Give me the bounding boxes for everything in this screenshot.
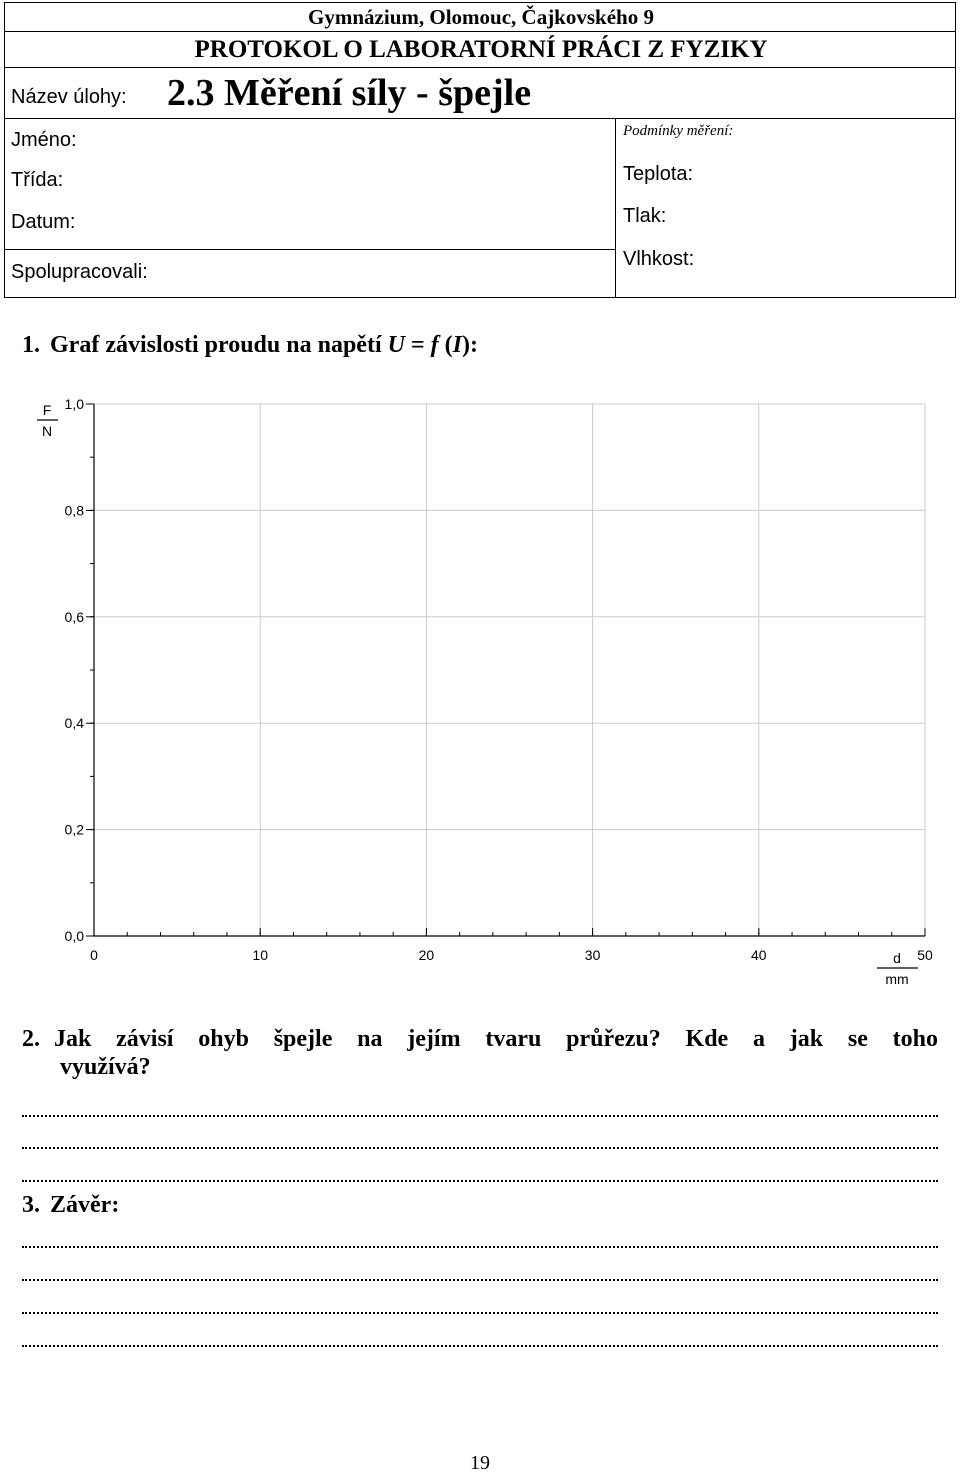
x-axis-label-bottom: mm bbox=[885, 971, 909, 987]
x-tick-label: 10 bbox=[252, 947, 268, 963]
y-tick-label: 0,8 bbox=[64, 502, 84, 519]
y-axis-label-bottom: N bbox=[41, 423, 53, 439]
question-1 bbox=[22, 332, 478, 359]
divider bbox=[5, 31, 955, 32]
y-tick-label: 0,4 bbox=[64, 715, 84, 732]
task-label: Název úlohy: bbox=[11, 86, 127, 108]
formula-open: ( bbox=[438, 332, 453, 358]
y-tick-label: 0,0 bbox=[64, 928, 84, 944]
collaborators-field-label: Spolupracovali: bbox=[11, 261, 148, 283]
x-tick-label: 20 bbox=[418, 947, 435, 963]
formula-u: U bbox=[387, 332, 405, 358]
formula-close: ): bbox=[461, 332, 478, 358]
divider bbox=[5, 249, 615, 250]
question-2 bbox=[22, 1025, 944, 1081]
formula-eq: = bbox=[404, 332, 431, 358]
protocol-title: PROTOKOL O LABORATORNÍ PRÁCI Z FYZIKY bbox=[194, 36, 768, 63]
question-2-number: 2. bbox=[22, 1026, 40, 1052]
x-tick-label: 50 bbox=[917, 947, 933, 963]
question-1-number: 1. bbox=[22, 332, 40, 358]
conclusion-line[interactable] bbox=[22, 1312, 938, 1314]
x-tick-label: 0 bbox=[90, 947, 98, 963]
conclusion-line[interactable] bbox=[22, 1246, 938, 1248]
task-title: 2.3 Měření síly - špejle bbox=[167, 72, 532, 114]
class-field-label: Třída: bbox=[11, 169, 64, 191]
y-tick-label: 1,0 bbox=[64, 396, 84, 412]
name-field-label: Jméno: bbox=[11, 129, 77, 151]
page-number: 19 bbox=[470, 1452, 490, 1474]
question-1-text: Graf závislosti proudu na napětí bbox=[50, 332, 388, 358]
school-name: Gymnázium, Olomouc, Čajkovského 9 bbox=[308, 5, 654, 29]
x-tick-label: 30 bbox=[584, 947, 601, 963]
y-tick-label: 0,6 bbox=[64, 608, 84, 625]
y-tick-label: 0,2 bbox=[64, 821, 84, 838]
divider bbox=[5, 118, 955, 119]
pressure-label: Tlak: bbox=[623, 205, 667, 227]
header-box bbox=[4, 2, 956, 298]
question-3 bbox=[22, 1192, 119, 1219]
question-2-text-line1: Jak závisí ohyb špejle na jejím tvaru průřezu? Kde a jak se toho bbox=[54, 1026, 938, 1052]
force-displacement-chart bbox=[0, 380, 960, 1000]
x-axis-label-top: d bbox=[893, 950, 901, 966]
question-3-number: 3. bbox=[22, 1192, 40, 1218]
formula-i: I bbox=[452, 332, 462, 358]
date-field-label: Datum: bbox=[11, 211, 76, 233]
conclusion-line[interactable] bbox=[22, 1345, 938, 1347]
temperature-label: Teplota: bbox=[623, 163, 694, 185]
divider bbox=[5, 67, 955, 68]
conditions-title: Podmínky měření: bbox=[623, 123, 734, 139]
conclusion-line[interactable] bbox=[22, 1279, 938, 1281]
question-2-text-line2: využívá? bbox=[60, 1054, 151, 1080]
answer-line[interactable] bbox=[22, 1115, 938, 1117]
question-3-text: Závěr: bbox=[50, 1192, 120, 1218]
formula-f: f bbox=[430, 332, 439, 358]
answer-line[interactable] bbox=[22, 1180, 938, 1182]
divider bbox=[615, 118, 616, 298]
humidity-label: Vlhkost: bbox=[623, 248, 695, 270]
y-axis-label-top: F bbox=[42, 402, 52, 418]
x-tick-label: 40 bbox=[751, 947, 767, 963]
answer-line[interactable] bbox=[22, 1147, 938, 1149]
